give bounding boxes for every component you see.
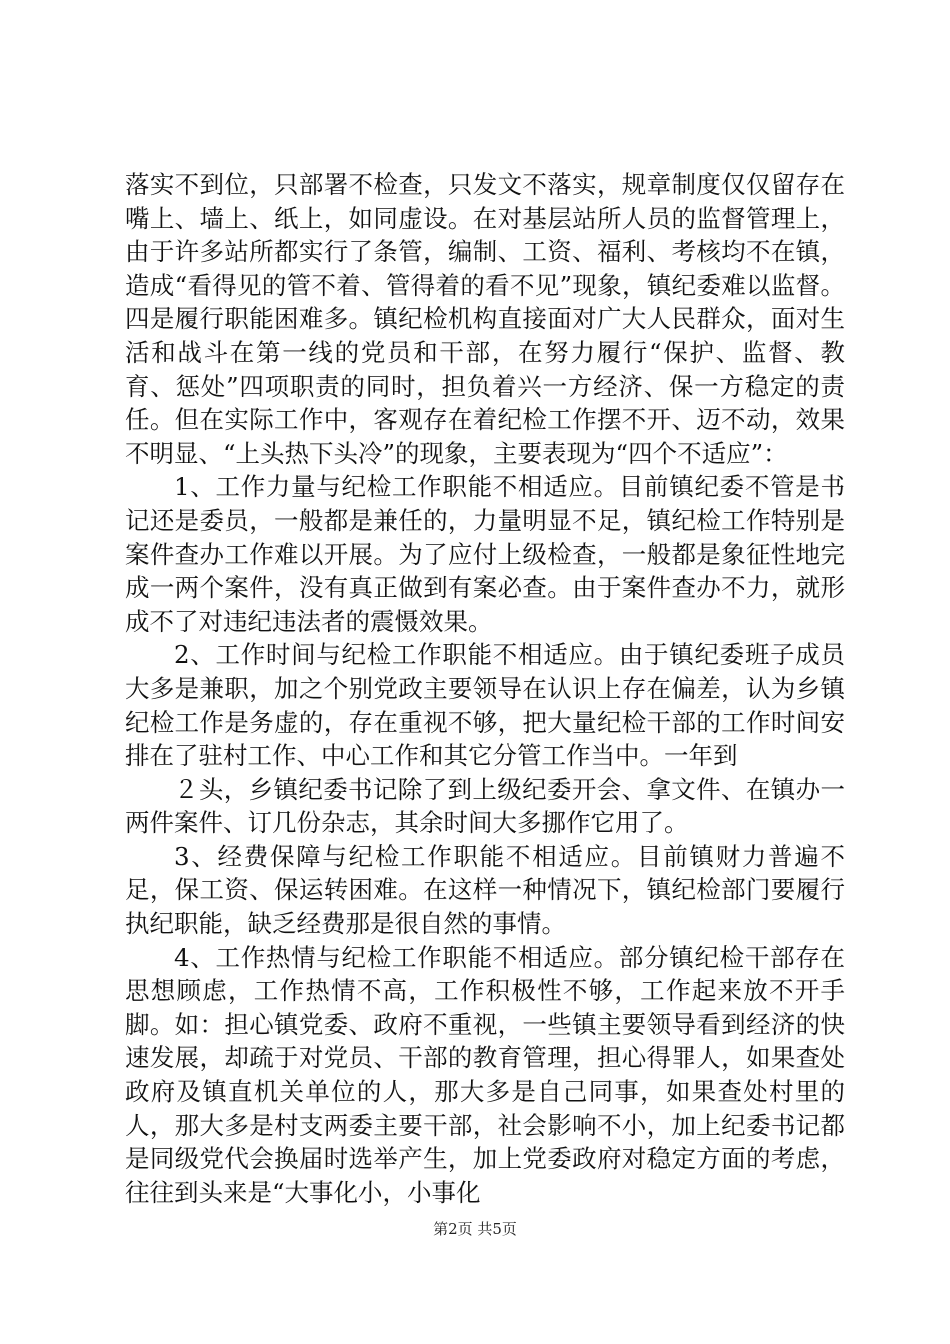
paragraph-item-2: 2、工作时间与纪检工作职能不相适应。由于镇纪委班子成员大多是兼职，加之个别党政主要领导在认识上存在偏差，认为乡镇纪检工作是务虚的，存在重视不够，把大量纪检干部的工作时间安排在了驻村工作、中心工作和其它分管工作当中。一年到 [125,640,845,771]
paragraph-continuation: 落实不到位，只部署不检查，只发文不落实，规章制度仅仅留存在嘴上、墙上、纸上，如同虚设。在对基层站所人员的监督管理上，由于许多站所都实行了条管，编制、工资、福利、考核均不在镇，造成“看得见的管不着、管得着的看不见”现象，镇纪委难以监督。四是履行职能困难多。镇纪检机构直接面对广大人民群众，面对生活和战斗在第一线的党员和干部，在努力履行“保护、监督、教育、惩处”四项职责的同时，担负着兴一方经济、保一方稳定的责任。但在实际工作中，客观存在着纪检工作摆不开、迈不动，效果不明显、“上头热下头冷”的现象，主要表现为“四个不适应”： [125,170,845,468]
paragraph-item-2-continued: ２头，乡镇纪委书记除了到上级纪委开会、拿文件、在镇办一两件案件、订几份杂志，其余时间大多挪作它用了。 [125,774,845,838]
page-number-footer: 第2页 共5页 [433,1220,517,1238]
paragraph-item-3: 3、经费保障与纪检工作职能不相适应。目前镇财力普遍不足，保工资、保运转困难。在这样一种情况下，镇纪检部门要履行执纪职能，缺乏经费那是很自然的事情。 [125,841,845,939]
paragraph-item-1: 1、工作力量与纪检工作职能不相适应。目前镇纪委不管是书记还是委员，一般都是兼任的，力量明显不足，镇纪检工作特别是案件查办工作难以开展。为了应付上级检查，一般都是象征性地完成一两个案件，没有真正做到有案必查。由于案件查办不力，就形成不了对违纪违法者的震慑效果。 [125,472,845,636]
document-body [125,168,845,1209]
paragraph-item-4: 4、工作热情与纪检工作职能不相适应。部分镇纪检干部存在思想顾虑，工作热情不高，工作积极性不够，工作起来放不开手脚。如：担心镇党委、政府不重视，一些镇主要领导看到经济的快速发展，却疏于对党员、干部的教育管理，担心得罪人，如果查处政府及镇直机关单位的人，那大多是自己同事，如果查处村里的人，那大多是村支两委主要干部，社会影响不小，加上纪委书记都是同级党代会换届时选举产生，加上党委政府对稳定方面的考虑，往往到头来是“大事化小，小事化 [125,942,845,1207]
